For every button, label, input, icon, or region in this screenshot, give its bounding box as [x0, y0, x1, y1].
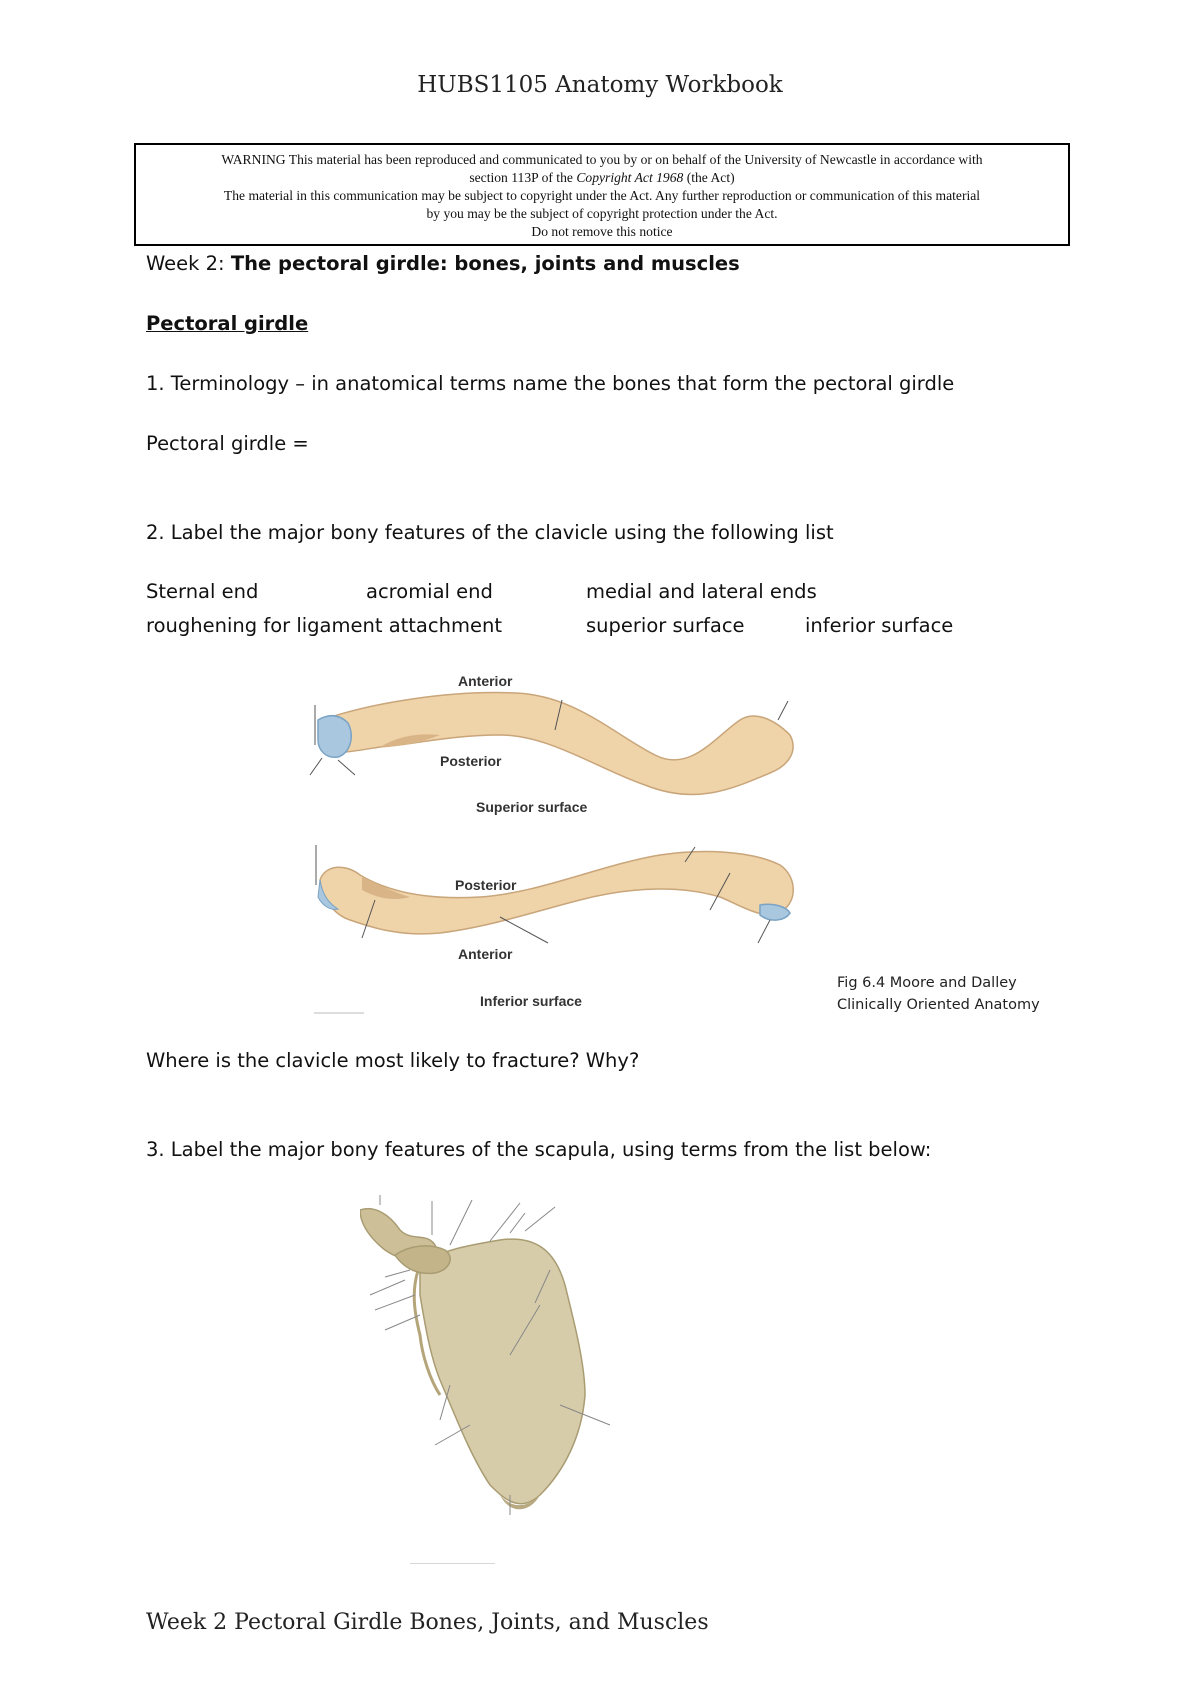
scapula-figure-credit-smudge: —————————————————	[410, 1561, 495, 1567]
warning-line-1: WARNING This material has been reproduced and communicated to you by or on behalf of the University of Newcastle in accordance with	[221, 152, 983, 167]
term-inferior-surface: inferior surface	[805, 614, 954, 637]
term-sternal-end: Sternal end	[146, 580, 259, 603]
warning-line-2: section 113P of the Copyright Act 1968 (the Act)	[469, 170, 735, 185]
question-1-answer-prompt: Pectoral girdle =	[146, 432, 309, 455]
label-posterior-bottom: Posterior	[455, 877, 517, 893]
question-2: 2. Label the major bony features of the clavicle using the following list	[146, 521, 834, 544]
label-anterior-bottom: Anterior	[458, 946, 513, 962]
page-header: HUBS1105 Anatomy Workbook	[417, 72, 783, 98]
warning-line-4: by you may be the subject of copyright protection under the Act.	[426, 206, 778, 221]
label-superior-surface: Superior surface	[476, 799, 588, 815]
question-3: 3. Label the major bony features of the scapula, using terms from the list below:	[146, 1138, 932, 1161]
label-anterior-top: Anterior	[458, 673, 513, 689]
figure-caption-line-1: Fig 6.4 Moore and Dalley	[837, 975, 1017, 991]
question-fracture: Where is the clavicle most likely to fracture? Why?	[146, 1049, 640, 1072]
term-superior-surface: superior surface	[586, 614, 745, 637]
clavicle-superior-view	[310, 673, 793, 815]
section-heading: Pectoral girdle	[146, 312, 309, 335]
term-acromial-end: acromial end	[366, 580, 493, 603]
warning-line-5: Do not remove this notice	[531, 224, 673, 239]
warning-line-3: The material in this communication may be subject to copyright under the Act. Any further reproduction or communication of this material	[223, 188, 981, 203]
copyright-warning-box	[134, 143, 1070, 246]
term-medial-lateral-ends: medial and lateral ends	[586, 580, 817, 603]
page-footer: Week 2 Pectoral Girdle Bones, Joints, and Muscles	[146, 1610, 709, 1635]
clavicle-inferior-view	[314, 845, 793, 1013]
question-1: 1. Terminology – in anatomical terms name the bones that form the pectoral girdle	[146, 372, 955, 395]
scapula-figure	[360, 1195, 630, 1575]
clavicle-figure	[300, 665, 820, 1020]
figure-caption	[837, 972, 1040, 1016]
figure-caption-line-2: Clinically Oriented Anatomy	[837, 997, 1040, 1013]
label-posterior-top: Posterior	[440, 753, 502, 769]
term-roughening: roughening for ligament attachment	[146, 614, 502, 637]
label-inferior-surface: Inferior surface	[480, 993, 582, 1009]
week-title: Week 2: The pectoral girdle: bones, joints and muscles	[146, 252, 740, 275]
